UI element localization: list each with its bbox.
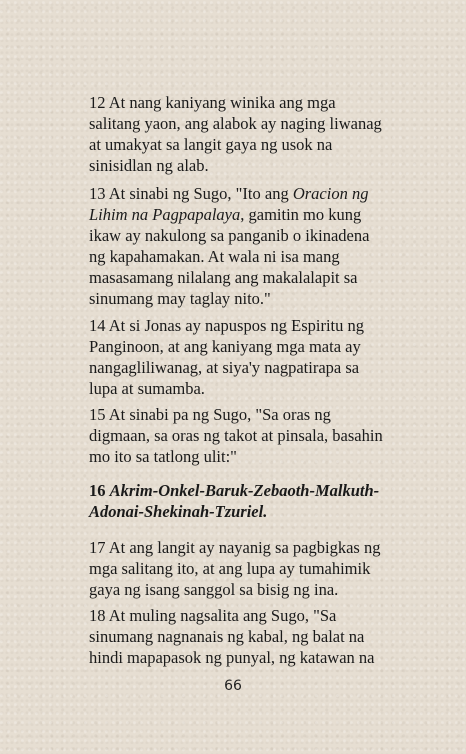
verse-text	[89, 480, 389, 522]
verse-text-italic: Oracion ng Lihim na Pagpapalaya	[89, 184, 369, 224]
verse-18	[89, 605, 389, 668]
verse-text	[89, 183, 389, 309]
verse-text: 18 At muling nagsalita ang Sugo, "Sa sinumang nagnanais ng kabal, ng balat na hindi mapapasok ng punyal, ng katawan na	[89, 606, 375, 667]
verse-13	[89, 183, 389, 309]
verse-text-after: , gamitin mo kung ikaw ay nakulong sa panganib o ikinadena ng kapahamakan. At wala ni isa mang masasamang nilalang ang makalalapit sa sinumang may taglay nito."	[89, 205, 370, 308]
verse-text: 14 At si Jonas ay napuspos ng Espiritu ng Panginoon, at ang kaniyang mga mata ay nangagliliwanag, at siya'y nagpatirapa sa lupa at sumamba.	[89, 316, 364, 398]
page-number: 66	[224, 678, 242, 694]
incantation-text: Akrim-Onkel-Baruk-Zebaoth-Malkuth-Adonai-Shekinah-Tzuriel.	[89, 481, 380, 521]
verse-17	[89, 537, 389, 600]
verse-number: 16	[89, 481, 110, 500]
verse-15	[89, 404, 389, 467]
verse-text: 15 At sinabi pa ng Sugo, "Sa oras ng digmaan, sa oras ng takot at pinsala, basahin mo ito sa tatlong ulit:"	[89, 405, 383, 466]
verse-16-incantation	[89, 480, 389, 522]
verse-text-before: 13 At sinabi ng Sugo, "Ito ang	[89, 184, 293, 203]
verse-text: 17 At ang langit ay nayanig sa pagbigkas ng mga salitang ito, at ang lupa ay tumahimik gaya ng isang sanggol sa bisig ng ina.	[89, 538, 381, 599]
verse-14	[89, 315, 389, 399]
verse-text: 12 At nang kaniyang winika ang mga salitang yaon, ang alabok ay naging liwanag at umakyat sa langit gaya ng usok na sinisidlan ng alab.	[89, 93, 382, 175]
verse-12	[89, 92, 389, 176]
